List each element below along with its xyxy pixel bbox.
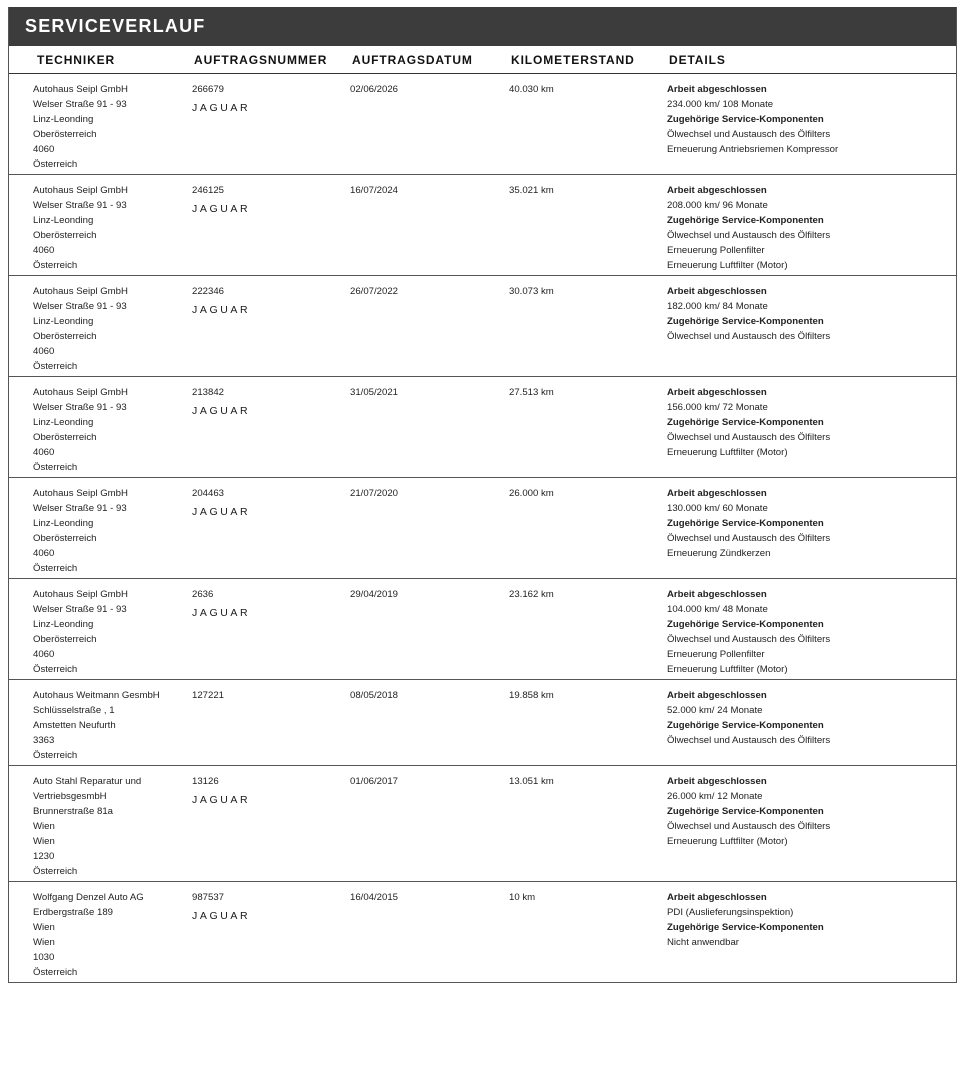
order-number-cell (192, 587, 350, 679)
order-number: 222346 (192, 286, 225, 297)
service-interval: 156.000 km/ 72 Monate (667, 402, 768, 413)
technician-line: 4060 (33, 245, 55, 256)
service-component: Ölwechsel und Austausch des Ölfilters (667, 331, 831, 342)
technician-cell (9, 284, 192, 376)
mileage-cell (509, 486, 667, 578)
details-cell (667, 587, 956, 679)
jaguar-logo (192, 101, 274, 113)
components-label: Zugehörige Service-Komponenten (667, 922, 824, 933)
work-completed-label: Arbeit abgeschlossen (667, 286, 767, 297)
technician-line: Linz-Leonding (33, 518, 94, 529)
technician-line: Österreich (33, 563, 78, 574)
technician-line: Brunnerstraße 81a (33, 806, 113, 817)
order-date: 16/04/2015 (350, 892, 399, 903)
order-number-cell (192, 774, 350, 881)
technician-line: VertriebsgesmbH (33, 791, 107, 802)
technician-cell (9, 587, 192, 679)
technician-line: Oberösterreich (33, 230, 97, 241)
service-component: Erneuerung Zündkerzen (667, 548, 771, 559)
mileage: 30.073 km (509, 286, 554, 297)
table-row (9, 377, 956, 478)
order-number: 987537 (192, 892, 225, 903)
technician-line: Österreich (33, 750, 78, 761)
brand-logo (192, 404, 350, 418)
order-date-cell (350, 890, 509, 982)
details-cell (667, 774, 956, 881)
details-cell (667, 486, 956, 578)
mileage: 10 km (509, 892, 536, 903)
mileage-cell (509, 587, 667, 679)
technician-line: 1230 (33, 851, 55, 862)
technician-line: Wien (33, 821, 55, 832)
table-header (9, 46, 956, 74)
service-interval: 208.000 km/ 96 Monate (667, 200, 768, 211)
service-table-body (9, 74, 956, 982)
column-header-mileage: KILOMETERSTAND (511, 52, 635, 67)
mileage: 35.021 km (509, 185, 554, 196)
table-row (9, 579, 956, 680)
order-number: 204463 (192, 488, 225, 499)
mileage-cell (509, 385, 667, 477)
order-date-cell (350, 486, 509, 578)
technician-line: Wien (33, 922, 55, 933)
service-component: Erneuerung Pollenfilter (667, 245, 765, 256)
order-date: 26/07/2022 (350, 286, 399, 297)
components-label: Zugehörige Service-Komponenten (667, 114, 824, 125)
table-row (9, 175, 956, 276)
technician-line: Welser Straße 91 - 93 (33, 200, 127, 211)
service-component: Nicht anwendbar (667, 937, 739, 948)
mileage-cell (509, 183, 667, 275)
order-number-cell (192, 890, 350, 982)
technician-line: 4060 (33, 346, 55, 357)
order-number-cell (192, 82, 350, 174)
column-header-order-number: AUFTRAGSNUMMER (194, 52, 328, 67)
service-interval: 52.000 km/ 24 Monate (667, 705, 763, 716)
service-component: Erneuerung Luftfilter (Motor) (667, 447, 788, 458)
jaguar-logo (192, 793, 274, 805)
technician-line: Autohaus Seipl GmbH (33, 387, 128, 398)
order-date: 21/07/2020 (350, 488, 399, 499)
components-label: Zugehörige Service-Komponenten (667, 806, 824, 817)
technician-line: Autohaus Seipl GmbH (33, 185, 128, 196)
technician-line: Schlüsselstraße , 1 (33, 705, 115, 716)
column-header-technician: TECHNIKER (37, 52, 116, 67)
technician-line: 1030 (33, 952, 55, 963)
mileage: 19.858 km (509, 690, 554, 701)
technician-line: Oberösterreich (33, 432, 97, 443)
mileage-cell (509, 774, 667, 881)
column-header-details: DETAILS (669, 52, 726, 67)
svg-text:JAGUAR: JAGUAR (192, 794, 251, 805)
technician-line: Österreich (33, 664, 78, 675)
technician-cell (9, 82, 192, 174)
technician-line: 4060 (33, 144, 55, 155)
brand-logo (192, 793, 350, 807)
components-label: Zugehörige Service-Komponenten (667, 215, 824, 226)
service-interval: 130.000 km/ 60 Monate (667, 503, 768, 514)
service-component: Ölwechsel und Austausch des Ölfilters (667, 735, 831, 746)
order-date-cell (350, 385, 509, 477)
table-row (9, 680, 956, 766)
table-row (9, 74, 956, 175)
details-cell (667, 890, 956, 982)
technician-line: Linz-Leonding (33, 215, 94, 226)
technician-line: Autohaus Seipl GmbH (33, 84, 128, 95)
technician-line: Erdbergstraße 189 (33, 907, 113, 918)
order-number: 266679 (192, 84, 225, 95)
order-date: 01/06/2017 (350, 776, 399, 787)
brand-logo (192, 101, 350, 115)
work-completed-label: Arbeit abgeschlossen (667, 690, 767, 701)
jaguar-logo (192, 303, 274, 315)
order-date-cell (350, 587, 509, 679)
order-date-cell (350, 82, 509, 174)
order-date-cell (350, 688, 509, 765)
mileage-cell (509, 284, 667, 376)
technician-line: Linz-Leonding (33, 114, 94, 125)
jaguar-logo (192, 202, 274, 214)
mileage: 13.051 km (509, 776, 554, 787)
details-cell (667, 183, 956, 275)
components-label: Zugehörige Service-Komponenten (667, 518, 824, 529)
technician-cell (9, 890, 192, 982)
work-completed-label: Arbeit abgeschlossen (667, 776, 767, 787)
technician-line: Welser Straße 91 - 93 (33, 99, 127, 110)
technician-line: Österreich (33, 967, 78, 978)
technician-cell (9, 385, 192, 477)
details-cell (667, 385, 956, 477)
svg-text:JAGUAR: JAGUAR (192, 607, 251, 618)
order-date: 08/05/2018 (350, 690, 399, 701)
technician-line: Österreich (33, 866, 78, 877)
svg-text:JAGUAR: JAGUAR (192, 910, 251, 921)
table-row (9, 766, 956, 882)
service-component: Ölwechsel und Austausch des Ölfilters (667, 432, 831, 443)
technician-line: Wolfgang Denzel Auto AG (33, 892, 144, 903)
technician-line: Linz-Leonding (33, 619, 94, 630)
column-header-order-date: AUFTRAGSDATUM (352, 52, 473, 67)
technician-line: Amstetten Neufurth (33, 720, 116, 731)
order-number-cell (192, 688, 350, 765)
order-number-cell (192, 486, 350, 578)
technician-line: Autohaus Seipl GmbH (33, 286, 128, 297)
service-interval: 104.000 km/ 48 Monate (667, 604, 768, 615)
components-label: Zugehörige Service-Komponenten (667, 619, 824, 630)
order-date: 31/05/2021 (350, 387, 399, 398)
brand-logo (192, 505, 350, 519)
technician-line: 3363 (33, 735, 55, 746)
brand-logo (192, 303, 350, 317)
mileage: 27.513 km (509, 387, 554, 398)
svg-text:JAGUAR: JAGUAR (192, 506, 251, 517)
technician-line: Autohaus Weitmann GesmbH (33, 690, 160, 701)
technician-cell (9, 774, 192, 881)
order-number: 213842 (192, 387, 225, 398)
technician-line: Autohaus Seipl GmbH (33, 589, 128, 600)
svg-text:JAGUAR: JAGUAR (192, 203, 251, 214)
order-date-cell (350, 183, 509, 275)
technician-line: Österreich (33, 462, 78, 473)
service-component: Ölwechsel und Austausch des Ölfilters (667, 634, 831, 645)
svg-text:JAGUAR: JAGUAR (192, 102, 251, 113)
svg-text:JAGUAR: JAGUAR (192, 405, 251, 416)
technician-line: Österreich (33, 260, 78, 271)
service-component: Erneuerung Luftfilter (Motor) (667, 664, 788, 675)
title-bar (9, 7, 956, 46)
order-number: 13126 (192, 776, 219, 787)
technician-line: Linz-Leonding (33, 417, 94, 428)
technician-line: Linz-Leonding (33, 316, 94, 327)
technician-line: 4060 (33, 447, 55, 458)
order-number-cell (192, 183, 350, 275)
details-cell (667, 688, 956, 765)
work-completed-label: Arbeit abgeschlossen (667, 387, 767, 398)
order-number: 246125 (192, 185, 225, 196)
mileage: 40.030 km (509, 84, 554, 95)
service-component: Ölwechsel und Austausch des Ölfilters (667, 129, 831, 140)
work-completed-label: Arbeit abgeschlossen (667, 185, 767, 196)
technician-line: Oberösterreich (33, 533, 97, 544)
jaguar-logo (192, 505, 274, 517)
technician-line: Welser Straße 91 - 93 (33, 503, 127, 514)
svg-text:JAGUAR: JAGUAR (192, 304, 251, 315)
service-history-panel (8, 7, 957, 983)
work-completed-label: Arbeit abgeschlossen (667, 84, 767, 95)
components-label: Zugehörige Service-Komponenten (667, 316, 824, 327)
service-interval: PDI (Auslieferungsinspektion) (667, 907, 794, 918)
technician-line: Oberösterreich (33, 634, 97, 645)
mileage: 26.000 km (509, 488, 554, 499)
details-cell (667, 284, 956, 376)
service-interval: 26.000 km/ 12 Monate (667, 791, 763, 802)
technician-line: Wien (33, 937, 55, 948)
mileage-cell (509, 688, 667, 765)
technician-line: Österreich (33, 159, 78, 170)
jaguar-logo (192, 404, 274, 416)
details-cell (667, 82, 956, 174)
service-component: Erneuerung Luftfilter (Motor) (667, 260, 788, 271)
order-date: 16/07/2024 (350, 185, 399, 196)
components-label: Zugehörige Service-Komponenten (667, 417, 824, 428)
service-component: Erneuerung Antriebsriemen Kompressor (667, 144, 839, 155)
mileage-cell (509, 82, 667, 174)
service-component: Ölwechsel und Austausch des Ölfilters (667, 821, 831, 832)
technician-cell (9, 688, 192, 765)
technician-line: Autohaus Seipl GmbH (33, 488, 128, 499)
technician-line: Österreich (33, 361, 78, 372)
work-completed-label: Arbeit abgeschlossen (667, 488, 767, 499)
service-interval: 234.000 km/ 108 Monate (667, 99, 774, 110)
page-title: SERVICEVERLAUF (25, 15, 206, 36)
work-completed-label: Arbeit abgeschlossen (667, 589, 767, 600)
jaguar-logo (192, 909, 274, 921)
mileage: 23.162 km (509, 589, 554, 600)
work-completed-label: Arbeit abgeschlossen (667, 892, 767, 903)
order-date-cell (350, 284, 509, 376)
technician-line: Oberösterreich (33, 129, 97, 140)
brand-logo (192, 909, 350, 923)
jaguar-logo (192, 606, 274, 618)
service-component: Ölwechsel und Austausch des Ölfilters (667, 230, 831, 241)
table-row (9, 882, 956, 982)
technician-line: Wien (33, 836, 55, 847)
technician-line: Welser Straße 91 - 93 (33, 301, 127, 312)
technician-line: Auto Stahl Reparatur und (33, 776, 142, 787)
table-row (9, 478, 956, 579)
service-component: Erneuerung Luftfilter (Motor) (667, 836, 788, 847)
technician-cell (9, 183, 192, 275)
order-number-cell (192, 284, 350, 376)
brand-logo (192, 606, 350, 620)
table-row (9, 276, 956, 377)
order-number: 127221 (192, 690, 225, 701)
mileage-cell (509, 890, 667, 982)
service-component: Ölwechsel und Austausch des Ölfilters (667, 533, 831, 544)
order-date: 29/04/2019 (350, 589, 399, 600)
technician-line: 4060 (33, 649, 55, 660)
components-label: Zugehörige Service-Komponenten (667, 720, 824, 731)
service-component: Erneuerung Pollenfilter (667, 649, 765, 660)
order-number: 2636 (192, 589, 214, 600)
service-interval: 182.000 km/ 84 Monate (667, 301, 768, 312)
brand-logo (192, 202, 350, 216)
technician-line: 4060 (33, 548, 55, 559)
technician-cell (9, 486, 192, 578)
technician-line: Welser Straße 91 - 93 (33, 402, 127, 413)
order-date: 02/06/2026 (350, 84, 399, 95)
technician-line: Welser Straße 91 - 93 (33, 604, 127, 615)
order-number-cell (192, 385, 350, 477)
order-date-cell (350, 774, 509, 881)
technician-line: Oberösterreich (33, 331, 97, 342)
